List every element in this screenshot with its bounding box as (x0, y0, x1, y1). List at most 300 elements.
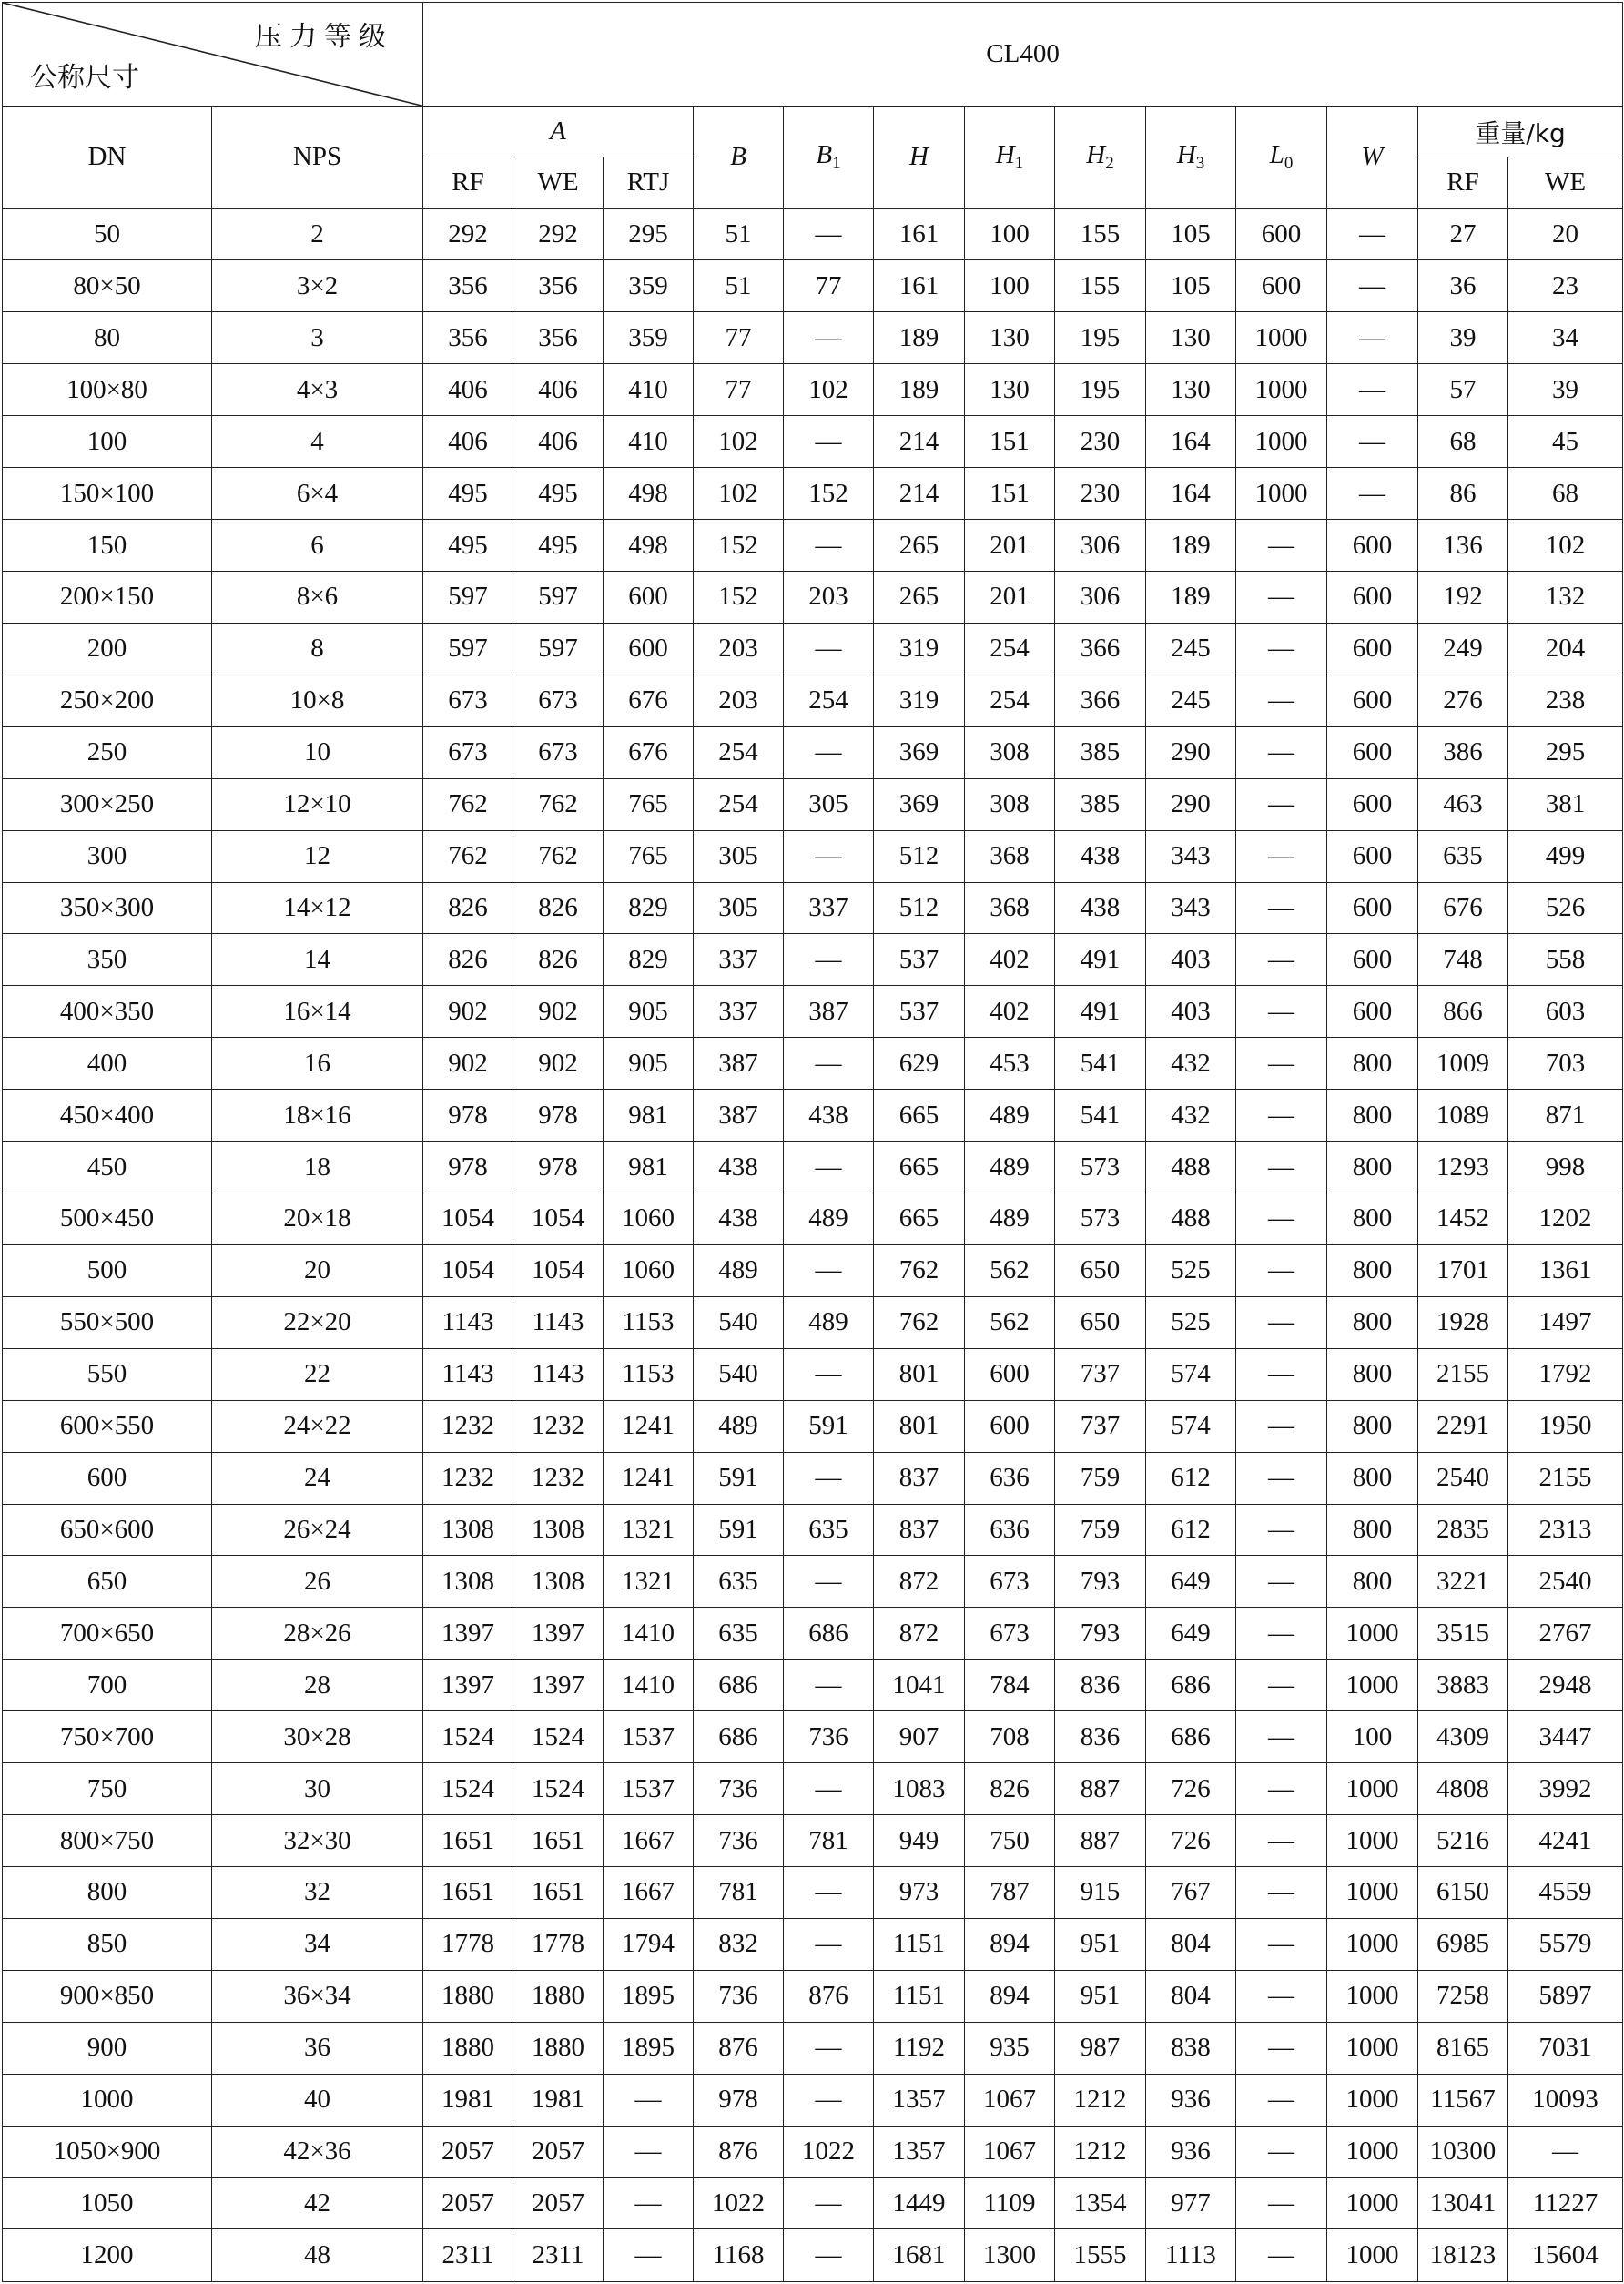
cell-a-rtj: 1153 (604, 1348, 694, 1400)
cell-h: 1681 (874, 2229, 965, 2282)
cell-a-rf: 673 (423, 675, 513, 726)
cell-dn: 250 (3, 726, 212, 778)
cell-weight-we: 5897 (1508, 1970, 1623, 2022)
cell-weight-we: 558 (1508, 934, 1623, 986)
cell-b: 591 (694, 1452, 784, 1504)
cell-h: 801 (874, 1400, 965, 1452)
cell-a-we: 1143 (513, 1348, 604, 1400)
cell-nps: 42×36 (212, 2126, 423, 2177)
cell-h2: 951 (1055, 1970, 1146, 2022)
cell-a-rf: 1308 (423, 1504, 513, 1556)
cell-l0: — (1236, 778, 1327, 830)
table-row (3, 986, 1623, 1038)
cell-dn: 700 (3, 1660, 212, 1711)
cell-dn: 800 (3, 1867, 212, 1919)
cell-b1: — (784, 1763, 874, 1815)
cell-h1: 368 (965, 830, 1055, 882)
cell-b: 736 (694, 1763, 784, 1815)
cell-a-rtj: 1241 (604, 1452, 694, 1504)
cell-a-rtj: 1060 (604, 1193, 694, 1245)
cell-w: 800 (1327, 1090, 1418, 1142)
cell-l0: — (1236, 1608, 1327, 1660)
cell-l0: — (1236, 2022, 1327, 2074)
cell-h2: 1555 (1055, 2229, 1146, 2282)
cell-l0: — (1236, 2126, 1327, 2177)
cell-nps: 36 (212, 2022, 423, 2074)
cell-h: 1357 (874, 2126, 965, 2177)
cell-nps: 2 (212, 208, 423, 260)
cell-h3: 525 (1146, 1244, 1236, 1296)
cell-h3: 804 (1146, 1918, 1236, 1970)
cell-weight-rf: 192 (1418, 571, 1508, 623)
cell-h1: 562 (965, 1296, 1055, 1348)
cell-a-rf: 1397 (423, 1608, 513, 1660)
cell-w: 800 (1327, 1296, 1418, 1348)
cell-a-rf: 495 (423, 468, 513, 520)
cell-weight-rf: 5216 (1418, 1815, 1508, 1867)
cell-a-rtj: 1794 (604, 1918, 694, 1970)
cell-dn: 750 (3, 1763, 212, 1815)
cell-w: 600 (1327, 623, 1418, 675)
table-row (3, 520, 1623, 572)
cell-h: 1041 (874, 1660, 965, 1711)
cell-h1: 130 (965, 364, 1055, 416)
cell-weight-rf: 68 (1418, 416, 1508, 468)
cell-b: 254 (694, 778, 784, 830)
cell-weight-we: 1497 (1508, 1296, 1623, 1348)
cell-weight-we: 3992 (1508, 1763, 1623, 1815)
cell-l0: 600 (1236, 260, 1327, 312)
cell-nps: 26 (212, 1556, 423, 1608)
cell-b: 876 (694, 2126, 784, 2177)
cell-h2: 438 (1055, 830, 1146, 882)
dimension-table (2, 2, 1623, 2282)
cell-a-we: 1880 (513, 2022, 604, 2074)
cell-a-we: 2057 (513, 2126, 604, 2177)
cell-a-rtj: 1537 (604, 1763, 694, 1815)
cell-a-we: 1054 (513, 1244, 604, 1296)
cell-h3: 1113 (1146, 2229, 1236, 2282)
cell-l0: — (1236, 1504, 1327, 1556)
table-row (3, 1608, 1623, 1660)
cell-a-rtj: — (604, 2074, 694, 2126)
cell-a-rtj: 1895 (604, 1970, 694, 2022)
cell-h1: 308 (965, 778, 1055, 830)
table-row (3, 1711, 1623, 1763)
cell-w: 600 (1327, 726, 1418, 778)
header-row-class (3, 3, 1623, 107)
cell-weight-we: 1950 (1508, 1400, 1623, 1452)
cell-h2: 951 (1055, 1918, 1146, 1970)
cell-weight-rf: 3515 (1418, 1608, 1508, 1660)
cell-h1: 826 (965, 1763, 1055, 1815)
cell-a-rtj: 765 (604, 778, 694, 830)
cell-nps: 20 (212, 1244, 423, 1296)
cell-weight-rf: 1452 (1418, 1193, 1508, 1245)
cell-weight-we: 871 (1508, 1090, 1623, 1142)
cell-a-rf: 2311 (423, 2229, 513, 2282)
cell-h2: 385 (1055, 778, 1146, 830)
cell-a-we: 1524 (513, 1763, 604, 1815)
cell-a-rtj: 981 (604, 1090, 694, 1142)
cell-l0: — (1236, 1970, 1327, 2022)
cell-h: 872 (874, 1556, 965, 1608)
cell-a-we: 902 (513, 1038, 604, 1090)
cell-b1: — (784, 1142, 874, 1193)
cell-h: 265 (874, 571, 965, 623)
cell-weight-rf: 136 (1418, 520, 1508, 572)
cell-weight-we: 2540 (1508, 1556, 1623, 1608)
cell-b: 591 (694, 1504, 784, 1556)
h1-header: $H_1$ (965, 107, 1055, 208)
cell-l0: — (1236, 1815, 1327, 1867)
cell-weight-rf: 11567 (1418, 2074, 1508, 2126)
cell-h1: 254 (965, 623, 1055, 675)
cell-weight-rf: 386 (1418, 726, 1508, 778)
table-row (3, 312, 1623, 364)
weight-rf-header: RF (1418, 157, 1508, 208)
cell-h1: 787 (965, 1867, 1055, 1919)
a-we-header: WE (513, 157, 604, 208)
cell-h1: 308 (965, 726, 1055, 778)
cell-h2: 306 (1055, 520, 1146, 572)
cell-dn: 550×500 (3, 1296, 212, 1348)
cell-b1: — (784, 1556, 874, 1608)
cell-dn: 450×400 (3, 1090, 212, 1142)
cell-a-rf: 406 (423, 364, 513, 416)
cell-w: 1000 (1327, 1763, 1418, 1815)
cell-l0: — (1236, 1090, 1327, 1142)
cell-h: 161 (874, 208, 965, 260)
cell-w: — (1327, 260, 1418, 312)
cell-b1: 876 (784, 1970, 874, 2022)
cell-a-we: 762 (513, 830, 604, 882)
cell-dn: 900 (3, 2022, 212, 2074)
cell-weight-rf: 276 (1418, 675, 1508, 726)
cell-weight-we: 204 (1508, 623, 1623, 675)
cell-h3: 488 (1146, 1193, 1236, 1245)
cell-dn: 1200 (3, 2229, 212, 2282)
cell-h2: 737 (1055, 1400, 1146, 1452)
cell-weight-rf: 1089 (1418, 1090, 1508, 1142)
cell-weight-rf: 2155 (1418, 1348, 1508, 1400)
cell-a-we: 2057 (513, 2177, 604, 2229)
cell-weight-we: 20 (1508, 208, 1623, 260)
cell-a-rtj: 676 (604, 675, 694, 726)
cell-b: 489 (694, 1244, 784, 1296)
cell-h3: 343 (1146, 830, 1236, 882)
cell-a-rtj: 1410 (604, 1660, 694, 1711)
cell-nps: 8 (212, 623, 423, 675)
cell-h2: 306 (1055, 571, 1146, 623)
cell-a-rtj: 1060 (604, 1244, 694, 1296)
cell-b1: 387 (784, 986, 874, 1038)
cell-a-rf: 673 (423, 726, 513, 778)
cell-nps: 40 (212, 2074, 423, 2126)
cell-h: 319 (874, 675, 965, 726)
cell-l0: — (1236, 1556, 1327, 1608)
cell-a-we: 356 (513, 260, 604, 312)
table-row (3, 1867, 1623, 1919)
cell-h3: 525 (1146, 1296, 1236, 1348)
cell-a-rf: 902 (423, 986, 513, 1038)
cell-a-we: 1397 (513, 1660, 604, 1711)
a-rtj-header: RTJ (604, 157, 694, 208)
cell-weight-we: 381 (1508, 778, 1623, 830)
cell-h3: 164 (1146, 468, 1236, 520)
cell-weight-rf: 249 (1418, 623, 1508, 675)
cell-dn: 400 (3, 1038, 212, 1090)
table-row (3, 1244, 1623, 1296)
b-header: B (694, 107, 784, 208)
cell-b1: — (784, 1348, 874, 1400)
cell-weight-we: 39 (1508, 364, 1623, 416)
cell-h2: 573 (1055, 1142, 1146, 1193)
cell-weight-rf: 3221 (1418, 1556, 1508, 1608)
table-row (3, 416, 1623, 468)
cell-w: 1000 (1327, 2022, 1418, 2074)
cell-a-rf: 1651 (423, 1815, 513, 1867)
cell-b1: 635 (784, 1504, 874, 1556)
cell-h3: 189 (1146, 520, 1236, 572)
cell-nps: 8×6 (212, 571, 423, 623)
pressure-class-label: 压力等级 (255, 21, 393, 53)
cell-l0: 1000 (1236, 416, 1327, 468)
cell-h3: 403 (1146, 986, 1236, 1038)
cell-dn: 150 (3, 520, 212, 572)
cell-nps: 14 (212, 934, 423, 986)
cell-b1: — (784, 1452, 874, 1504)
cell-dn: 1050 (3, 2177, 212, 2229)
table-row (3, 260, 1623, 312)
cell-weight-rf: 1701 (1418, 1244, 1508, 1296)
cell-weight-we: 998 (1508, 1142, 1623, 1193)
cell-h1: 600 (965, 1348, 1055, 1400)
cell-h3: 726 (1146, 1815, 1236, 1867)
cell-a-rtj: 829 (604, 934, 694, 986)
cell-l0: — (1236, 882, 1327, 934)
cell-a-rf: 1308 (423, 1556, 513, 1608)
cell-w: 600 (1327, 675, 1418, 726)
cell-a-we: 1651 (513, 1815, 604, 1867)
cell-h: 837 (874, 1504, 965, 1556)
table-row (3, 1815, 1623, 1867)
cell-w: 800 (1327, 1400, 1418, 1452)
cell-h3: 612 (1146, 1504, 1236, 1556)
cell-h3: 164 (1146, 416, 1236, 468)
cell-w: 800 (1327, 1193, 1418, 1245)
table-row (3, 830, 1623, 882)
cell-a-we: 1054 (513, 1193, 604, 1245)
cell-w: 1000 (1327, 1815, 1418, 1867)
corner-header-cell (3, 3, 423, 107)
cell-l0: — (1236, 1142, 1327, 1193)
cell-b1: 152 (784, 468, 874, 520)
cell-weight-rf: 13041 (1418, 2177, 1508, 2229)
cell-b1: 489 (784, 1296, 874, 1348)
cell-h3: 343 (1146, 882, 1236, 934)
cell-dn: 500 (3, 1244, 212, 1296)
cell-dn: 850 (3, 1918, 212, 1970)
cell-weight-we: 1202 (1508, 1193, 1623, 1245)
cell-a-we: 762 (513, 778, 604, 830)
cell-w: — (1327, 312, 1418, 364)
table-row (3, 1038, 1623, 1090)
cell-weight-we: 68 (1508, 468, 1623, 520)
cell-h2: 1212 (1055, 2074, 1146, 2126)
cell-h3: 105 (1146, 208, 1236, 260)
cell-l0: — (1236, 830, 1327, 882)
cell-weight-we: 499 (1508, 830, 1623, 882)
cell-a-we: 2311 (513, 2229, 604, 2282)
cell-nps: 12 (212, 830, 423, 882)
cell-b1: — (784, 520, 874, 572)
cell-h: 319 (874, 623, 965, 675)
cell-a-rtj: 829 (604, 882, 694, 934)
cell-h2: 836 (1055, 1660, 1146, 1711)
cell-h: 629 (874, 1038, 965, 1090)
cell-weight-rf: 3883 (1418, 1660, 1508, 1711)
cell-nps: 24×22 (212, 1400, 423, 1452)
cell-h3: 290 (1146, 778, 1236, 830)
cell-a-rf: 978 (423, 1142, 513, 1193)
cell-nps: 3×2 (212, 260, 423, 312)
cell-h3: 130 (1146, 364, 1236, 416)
cell-h: 665 (874, 1193, 965, 1245)
cell-weight-rf: 10300 (1418, 2126, 1508, 2177)
cell-h: 369 (874, 778, 965, 830)
cell-dn: 200×150 (3, 571, 212, 623)
h3-header: $H_3$ (1146, 107, 1236, 208)
cell-l0: — (1236, 571, 1327, 623)
cell-dn: 650 (3, 1556, 212, 1608)
cell-a-rf: 1981 (423, 2074, 513, 2126)
cell-h: 512 (874, 830, 965, 882)
cell-h2: 366 (1055, 675, 1146, 726)
cell-weight-rf: 4309 (1418, 1711, 1508, 1763)
cell-h1: 201 (965, 571, 1055, 623)
cell-w: 600 (1327, 986, 1418, 1038)
cell-h3: 977 (1146, 2177, 1236, 2229)
cell-h2: 155 (1055, 260, 1146, 312)
cell-w: 600 (1327, 778, 1418, 830)
table-row (3, 2177, 1623, 2229)
cell-b: 736 (694, 1815, 784, 1867)
cell-b: 102 (694, 416, 784, 468)
cell-h1: 489 (965, 1090, 1055, 1142)
cell-b: 438 (694, 1193, 784, 1245)
cell-l0: — (1236, 520, 1327, 572)
cell-dn: 80×50 (3, 260, 212, 312)
cell-l0: 1000 (1236, 468, 1327, 520)
cell-nps: 30×28 (212, 1711, 423, 1763)
cell-weight-we: 295 (1508, 726, 1623, 778)
table-row (3, 675, 1623, 726)
cell-w: 800 (1327, 1556, 1418, 1608)
cell-a-rtj: 905 (604, 986, 694, 1038)
cell-a-we: 902 (513, 986, 604, 1038)
w-header: W (1327, 107, 1418, 208)
cell-a-rf: 1651 (423, 1867, 513, 1919)
cell-b: 77 (694, 364, 784, 416)
cell-a-rf: 406 (423, 416, 513, 468)
cell-l0: — (1236, 1918, 1327, 1970)
cell-h1: 100 (965, 208, 1055, 260)
table-row (3, 2022, 1623, 2074)
cell-a-we: 1308 (513, 1556, 604, 1608)
cell-weight-rf: 2835 (1418, 1504, 1508, 1556)
cell-h1: 254 (965, 675, 1055, 726)
cell-h2: 650 (1055, 1296, 1146, 1348)
cell-h1: 708 (965, 1711, 1055, 1763)
cell-h1: 784 (965, 1660, 1055, 1711)
cell-h: 949 (874, 1815, 965, 1867)
cell-h3: 574 (1146, 1400, 1236, 1452)
cell-nps: 4×3 (212, 364, 423, 416)
cell-a-we: 1981 (513, 2074, 604, 2126)
cell-l0: — (1236, 1867, 1327, 1919)
cell-l0: — (1236, 1193, 1327, 1245)
cell-h: 1192 (874, 2022, 965, 2074)
table-row (3, 1556, 1623, 1608)
cell-h3: 130 (1146, 312, 1236, 364)
cell-nps: 16×14 (212, 986, 423, 1038)
cell-h3: 488 (1146, 1142, 1236, 1193)
cell-h3: 403 (1146, 934, 1236, 986)
cell-l0: — (1236, 2177, 1327, 2229)
cell-b: 203 (694, 623, 784, 675)
cell-l0: 1000 (1236, 312, 1327, 364)
table-row (3, 778, 1623, 830)
cell-w: 1000 (1327, 1660, 1418, 1711)
cell-dn: 150×100 (3, 468, 212, 520)
cell-dn: 550 (3, 1348, 212, 1400)
cell-a-we: 826 (513, 934, 604, 986)
cell-b: 51 (694, 208, 784, 260)
cell-b: 305 (694, 830, 784, 882)
cell-h2: 737 (1055, 1348, 1146, 1400)
cell-h3: 936 (1146, 2126, 1236, 2177)
cell-h2: 759 (1055, 1504, 1146, 1556)
cell-a-we: 1232 (513, 1452, 604, 1504)
cell-a-we: 1880 (513, 1970, 604, 2022)
cell-w: 600 (1327, 934, 1418, 986)
cell-a-rtj: 981 (604, 1142, 694, 1193)
cell-h2: 385 (1055, 726, 1146, 778)
cell-a-we: 292 (513, 208, 604, 260)
cell-w: 1000 (1327, 1608, 1418, 1660)
cell-h: 1449 (874, 2177, 965, 2229)
cell-a-rtj: 295 (604, 208, 694, 260)
cell-weight-we: 2155 (1508, 1452, 1623, 1504)
cell-weight-rf: 2540 (1418, 1452, 1508, 1504)
cell-h: 973 (874, 1867, 965, 1919)
cell-a-we: 406 (513, 416, 604, 468)
cell-b1: 489 (784, 1193, 874, 1245)
cell-b: 337 (694, 934, 784, 986)
cell-a-rtj: 905 (604, 1038, 694, 1090)
cell-h2: 836 (1055, 1711, 1146, 1763)
cell-b1: 591 (784, 1400, 874, 1452)
table-row (3, 1763, 1623, 1815)
cell-h1: 201 (965, 520, 1055, 572)
cell-weight-we: 7031 (1508, 2022, 1623, 2074)
cell-a-rf: 2057 (423, 2177, 513, 2229)
cell-a-rtj: 498 (604, 520, 694, 572)
cell-weight-rf: 39 (1418, 312, 1508, 364)
cell-a-rtj: 1895 (604, 2022, 694, 2074)
cell-h3: 245 (1146, 675, 1236, 726)
